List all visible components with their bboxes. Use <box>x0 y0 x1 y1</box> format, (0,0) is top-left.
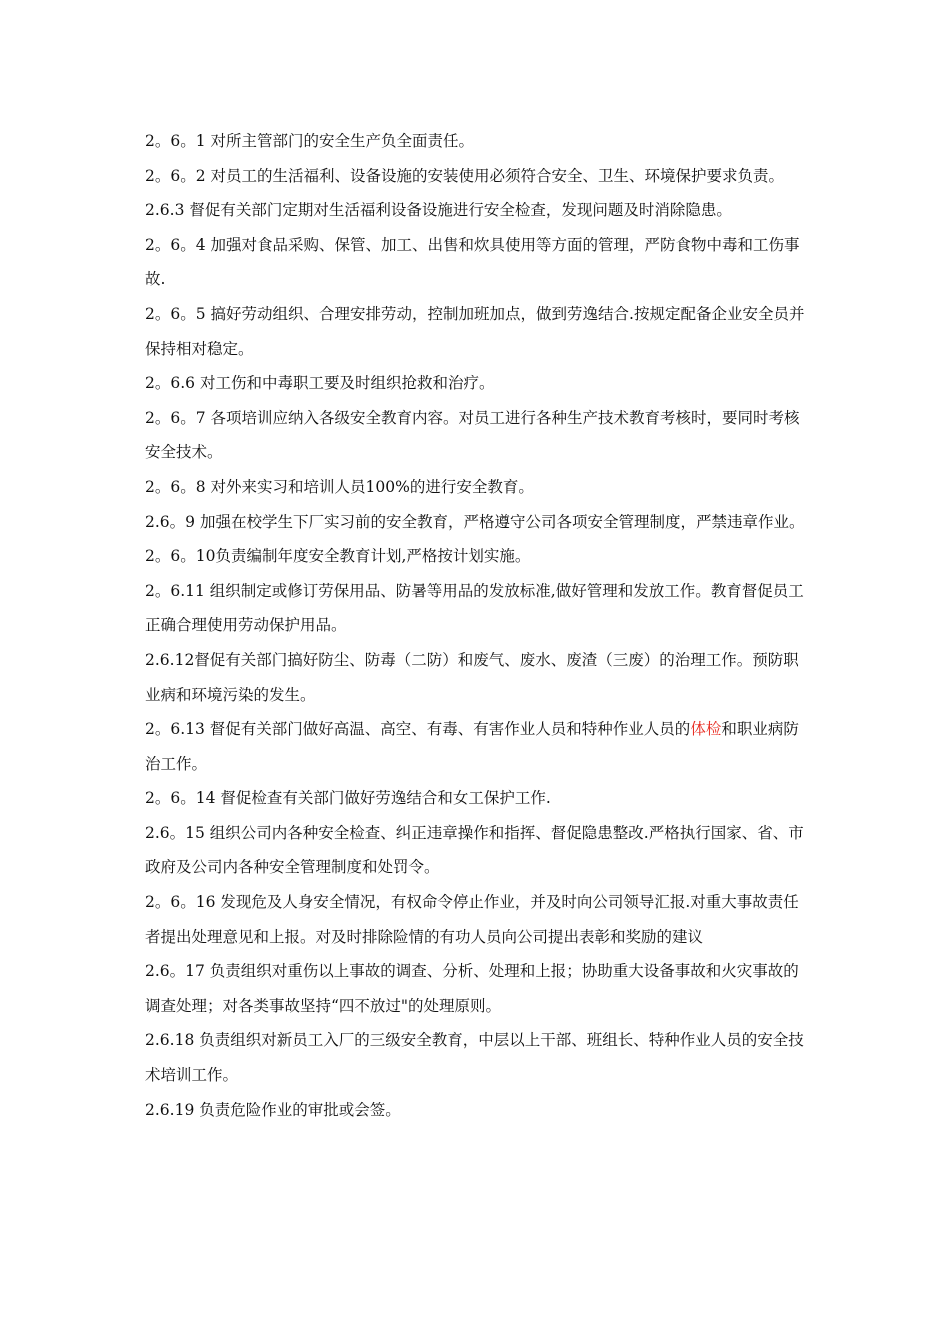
clause-2-6-11: 2。6.11 组织制定或修订劳保用品、防暑等用品的发放标准,做好管理和发放工作。教育督促员工正确合理使用劳动保护用品。 <box>145 581 804 635</box>
clause-2-6-9: 2.6。9 加强在校学生下厂实习前的安全教育，严格遵守公司各项安全管理制度，严禁违章作业。 <box>145 512 805 531</box>
clause-2-6-4: 2。6。4 加强对食品采购、保管、加工、出售和炊具使用等方面的管理，严防食物中毒和工伤事故. <box>145 235 800 289</box>
clause-2-6-8: 2。6。8 对外来实习和培训人员100%的进行安全教育。 <box>145 477 534 496</box>
clause-2-6-5: 2。6。5 搞好劳动组织、合理安排劳动，控制加班加点，做到劳逸结合.按规定配备企业安全员并保持相对稳定。 <box>145 304 805 358</box>
clause-2-6-10: 2。6。10负责编制年度安全教育计划,严格按计划实施。 <box>145 547 531 566</box>
clause-2-6-16: 2。6。16 发现危及人身安全情况，有权命令停止作业，并及时向公司领导汇报.对重大事故责任者提出处理意见和上报。对及时排除险情的有功人员向公司提出表彰和奖励的建议 <box>145 893 799 946</box>
clause-2-6-13-text-before: 2。6.13 督促有关部门做好高温、高空、有毒、有害作业人员和特种作业人员的 <box>145 720 691 739</box>
highlighted-term: 体检 <box>690 720 722 739</box>
clause-2-6-12: 2.6.12督促有关部门搞好防尘、防毒（二防）和废气、废水、废渣（三废）的治理工作。预防职业病和环境污染的发生。 <box>145 650 799 704</box>
clause-2-6-19: 2.6.19 负责危险作业的审批或会签。 <box>145 1100 401 1119</box>
clause-2-6-6: 2。6.6 对工伤和中毒职工要及时组织抢救和治疗。 <box>145 374 495 393</box>
document-body <box>145 124 810 1127</box>
clause-2-6-13-text-after: 和职业病防治工作。 <box>145 720 799 773</box>
clause-2-6-15: 2.6。15 组织公司内各种安全检查、纠正违章操作和指挥、督促隐患整改.严格执行国家、省、市政府及公司内各种安全管理制度和处罚令。 <box>145 823 804 877</box>
clause-2-6-14: 2。6。14 督促检查有关部门做好劳逸结合和女工保护工作. <box>145 789 551 808</box>
clause-2-6-1: 2。6。1 对所主管部门的安全生产负全面责任。 <box>145 132 475 150</box>
clause-2-6-7: 2。6。7 各项培训应纳入各级安全教育内容。对员工进行各种生产技术教育考核时，要同时考核安全技术。 <box>145 408 800 462</box>
clause-2-6-13 <box>145 712 810 781</box>
clause-2-6-2: 2。6。2 对员工的生活福利、设备设施的安装使用必须符合安全、卫生、环境保护要求负责。 <box>145 166 785 185</box>
clause-2-6-18: 2.6.18 负责组织对新员工入厂的三级安全教育，中层以上干部、班组长、特种作业人员的安全技术培训工作。 <box>145 1031 804 1085</box>
clause-2-6-17: 2.6。17 负责组织对重伤以上事故的调查、分析、处理和上报；协助重大设备事故和火灾事故的调查处理；对各类事故坚持“四不放过"的处理原则。 <box>145 962 799 1015</box>
clause-2-6-3: 2.6.3 督促有关部门定期对生活福利设备设施进行安全检查，发现问题及时消除隐患。 <box>145 201 732 220</box>
